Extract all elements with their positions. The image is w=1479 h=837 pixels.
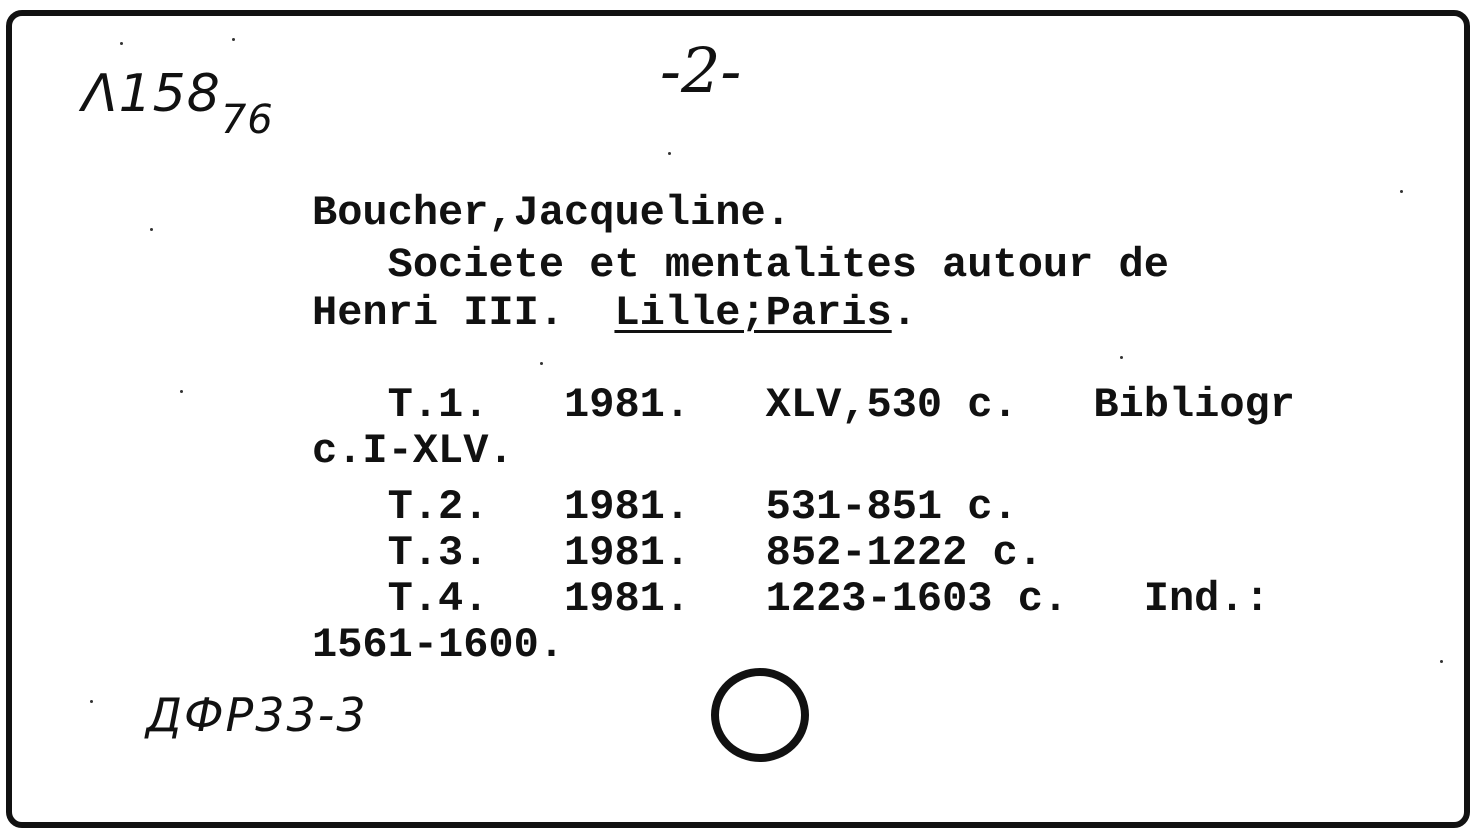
speck (668, 152, 671, 155)
speck (1440, 660, 1443, 663)
volume-line: T.3. 1981. 852-1222 c. (312, 529, 1043, 577)
speck (120, 42, 123, 45)
title-prefix: Henri III. (312, 289, 615, 337)
call-number-sub: 76 (220, 97, 274, 143)
speck (1120, 356, 1123, 359)
speck (150, 228, 153, 231)
volume-line: c.I-XLV. (312, 427, 514, 475)
volume-line: T.2. 1981. 531-851 c. (312, 483, 1018, 531)
title-line-2 (312, 290, 917, 336)
volume-line: T.1. 1981. XLV,530 c. Bibliogr (312, 381, 1295, 429)
imprint-place: Lille;Paris (614, 289, 892, 337)
speck (180, 390, 183, 393)
title-suffix: . (891, 289, 917, 337)
punch-hole (711, 668, 809, 762)
author-line: Boucher,Jacqueline. (312, 189, 791, 237)
shelf-mark: ДФР33-3 (146, 688, 368, 742)
volume-line: T.4. 1981. 1223-1603 c. Ind.: (312, 575, 1270, 623)
speck (90, 700, 93, 703)
call-number: $\Lambda 158_{76}$ (82, 64, 274, 143)
speck (1400, 190, 1403, 193)
volume-line: 1561-1600. (312, 621, 565, 669)
page-number: -2- (660, 34, 742, 107)
title-line-1: Societe et mentalites autour de (312, 241, 1169, 289)
speck (540, 362, 543, 365)
speck (232, 38, 235, 41)
